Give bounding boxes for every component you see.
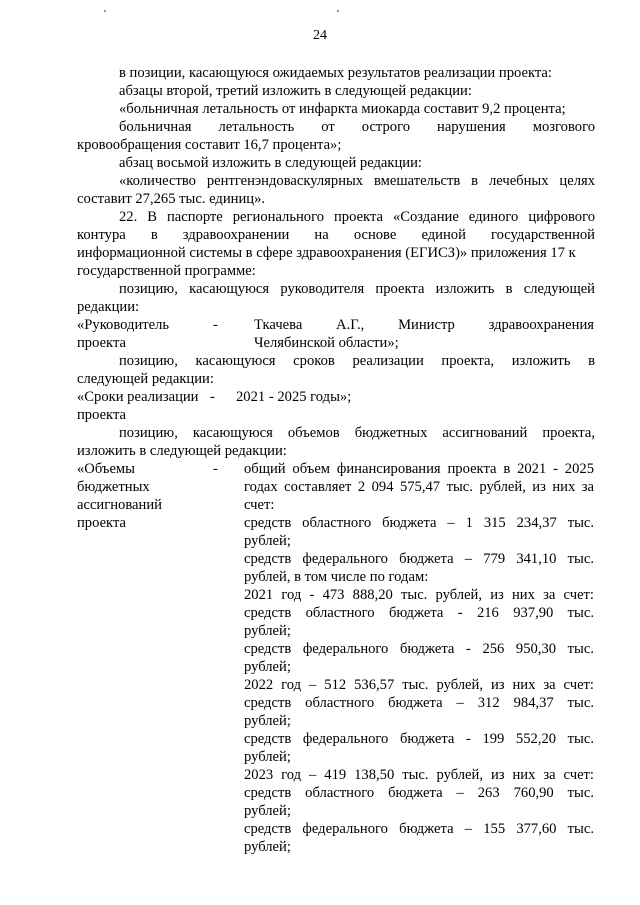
budget-value: рублей; [244, 533, 291, 549]
page-number: 24 [313, 28, 327, 43]
budget-value: средств областного бюджета - 216 937,90 тыс. [244, 605, 594, 621]
budget-value: средств областного бюджета – 263 760,90 тыс. [244, 785, 594, 801]
leader-dash: - [213, 317, 218, 333]
budget-label: проекта [77, 515, 126, 531]
budget-value: рублей; [244, 839, 291, 855]
budget-label: ассигнований [77, 497, 162, 513]
budget-value: 2022 год – 512 536,57 тыс. рублей, из них за счет: [244, 677, 594, 693]
budget-value: рублей; [244, 713, 291, 729]
budget-value: рублей; [244, 749, 291, 765]
budget-value: общий объем финансирования проекта в 2021 - 2025 [244, 461, 594, 477]
text-line: редакции: [77, 299, 140, 315]
leader-label: проекта [77, 335, 126, 351]
scan-speck [337, 10, 339, 12]
budget-value: рублей; [244, 659, 291, 675]
text-line: абзацы второй, третий изложить в следующей редакции: [119, 83, 472, 99]
budget-value: средств федерального бюджета – 779 341,10 тыс. [244, 551, 594, 567]
text-line: «больничная летальность от инфаркта миокарда составит 9,2 процента; [119, 101, 566, 117]
text-line: кровообращения составит 16,7 процента»; [77, 137, 342, 153]
budget-value: рублей, в том числе по годам: [244, 569, 429, 585]
leader-label: «Руководитель [77, 317, 170, 333]
text-line: изложить в следующей редакции: [77, 443, 287, 459]
budget-value: годах составляет 2 094 575,47 тыс. рублей, из них за [244, 479, 594, 495]
text-line: позицию, касающуюся объемов бюджетных ассигнований проекта, [119, 425, 595, 441]
budget-value: средств федерального бюджета – 155 377,60 тыс. [244, 821, 594, 837]
budget-value: средств федерального бюджета - 199 552,20 тыс. [244, 731, 594, 747]
text-line: составит 27,265 тыс. единиц». [77, 191, 266, 207]
leader-value: Ткачева А.Г., Министр здравоохранения [254, 317, 594, 333]
terms-value: 2021 - 2025 годы»; [236, 389, 352, 405]
text-line: позицию, касающуюся сроков реализации проекта, изложить в [119, 353, 595, 369]
leader-value: Челябинской области»; [254, 335, 399, 351]
scan-speck [104, 10, 106, 12]
text-line: государственной программе: [77, 263, 256, 279]
terms-dash: - [210, 389, 215, 405]
text-line: контура в здравоохранении на основе единой государственной [77, 227, 595, 243]
budget-value: средств областного бюджета – 312 984,37 тыс. [244, 695, 594, 711]
budget-value: счет: [244, 497, 275, 513]
text-line: 22. В паспорте регионального проекта «Создание единого цифрового [119, 209, 595, 225]
budget-value: 2023 год – 419 138,50 тыс. рублей, из них за счет: [244, 767, 594, 783]
text-line: в позиции, касающуюся ожидаемых результатов реализации проекта: [119, 65, 552, 81]
budget-value: рублей; [244, 623, 291, 639]
budget-value: средств федерального бюджета - 256 950,30 тыс. [244, 641, 594, 657]
text-line: позицию, касающуюся руководителя проекта изложить в следующей [119, 281, 595, 297]
text-line: больничная летальность от острого нарушения мозгового [119, 119, 595, 135]
terms-label: «Сроки реализации [77, 389, 199, 405]
text-line: «количество рентгенэндоваскулярных вмешательств в лечебных целях [119, 173, 595, 189]
budget-label: бюджетных [77, 479, 150, 495]
text-line: следующей редакции: [77, 371, 214, 387]
budget-value: средств областного бюджета – 1 315 234,37 тыс. [244, 515, 594, 531]
text-line: абзац восьмой изложить в следующей редакции: [119, 155, 422, 171]
budget-value: 2021 год - 473 888,20 тыс. рублей, из них за счет: [244, 587, 594, 603]
budget-label: «Объемы [77, 461, 135, 477]
budget-value: рублей; [244, 803, 291, 819]
budget-dash: - [213, 461, 218, 477]
text-line: информационной системы в сфере здравоохранения (ЕГИСЗ)» приложения 17 к [77, 245, 576, 261]
terms-label: проекта [77, 407, 126, 423]
